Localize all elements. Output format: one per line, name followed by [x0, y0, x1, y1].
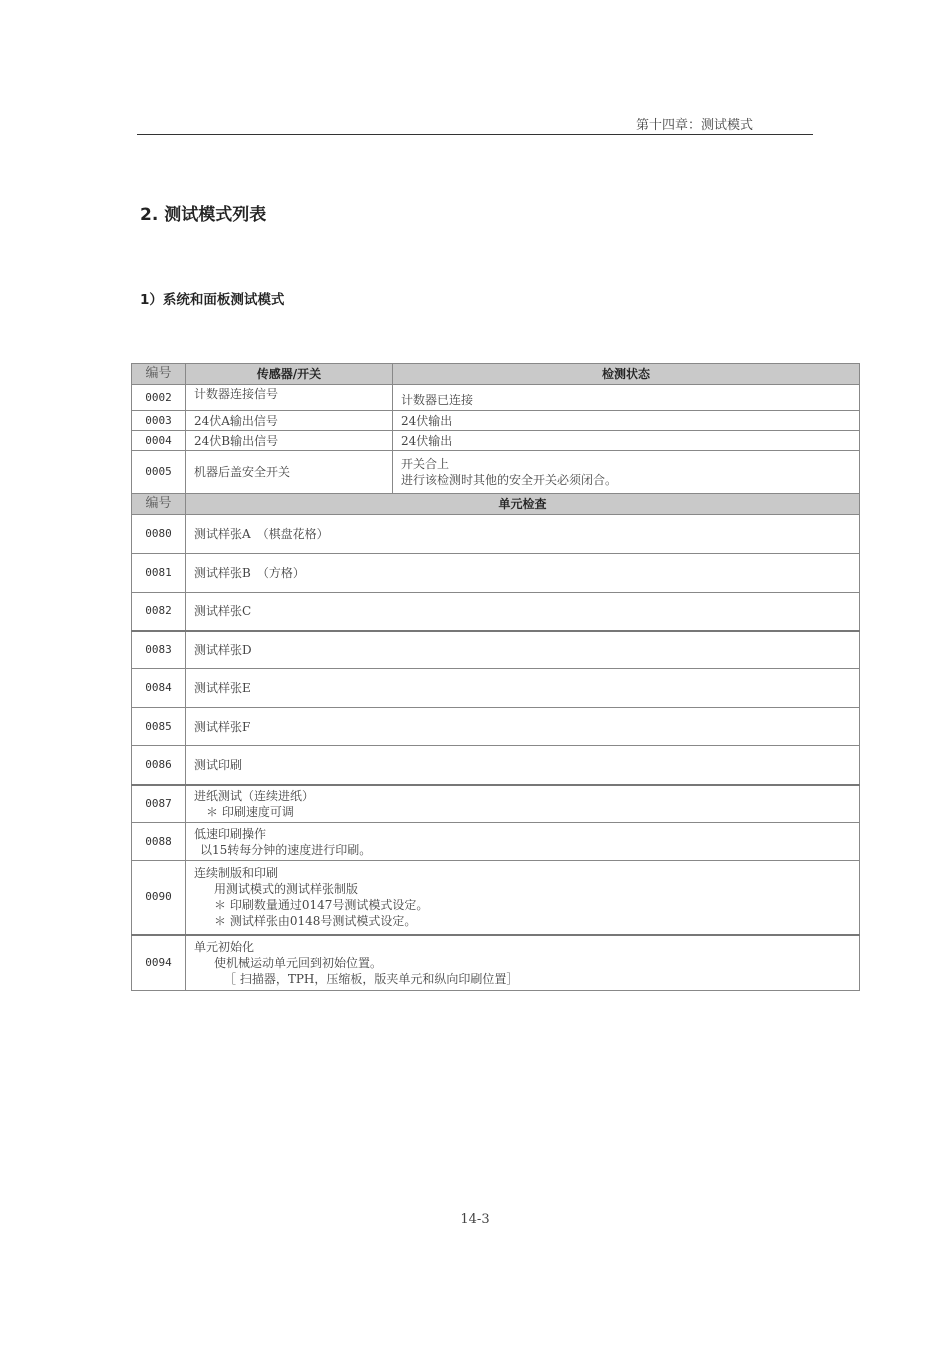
table-row	[132, 515, 860, 554]
row-number: 0083	[132, 631, 186, 669]
row-number: 0094	[132, 935, 186, 991]
desc-line: 低速印刷操作	[194, 826, 267, 841]
table-row	[132, 785, 860, 823]
row-number: 0082	[132, 593, 186, 631]
row-number: 0004	[132, 431, 186, 451]
row-description	[186, 861, 860, 935]
table-header-row	[132, 364, 860, 385]
row-description: 测试样张A （棋盘花格）	[186, 515, 860, 554]
page-header	[137, 112, 813, 135]
desc-line: 进纸测试（连续进纸）	[194, 788, 315, 803]
table-row	[132, 385, 860, 411]
desc-line: 用测试模式的测试样张制版	[214, 882, 359, 897]
section-title: 2. 测试模式列表	[140, 205, 267, 225]
table-row	[132, 823, 860, 861]
col-header-state: 检测状态	[393, 364, 860, 385]
desc-line: 使机械运动单元回到初始位置。	[214, 955, 383, 970]
row-state: 计数器已连接	[393, 385, 860, 411]
col-header-number: 编号	[132, 364, 186, 385]
table-row	[132, 631, 860, 669]
row-description	[186, 823, 860, 861]
row-state: 24伏输出	[393, 411, 860, 431]
row-number: 0002	[132, 385, 186, 411]
desc-line: ＊ 印刷数量通过0147号测试模式设定。	[214, 898, 429, 913]
table-row	[132, 451, 860, 494]
row-sensor: 24伏A输出信号	[186, 411, 393, 431]
row-number: 0080	[132, 515, 186, 554]
table-header-row	[132, 494, 860, 515]
state-line: 开关合上	[401, 457, 450, 471]
table-row	[132, 431, 860, 451]
table-row	[132, 935, 860, 991]
row-description: 测试印刷	[186, 746, 860, 785]
row-description: 测试样张B （方格）	[186, 554, 860, 593]
col-header-number: 编号	[132, 494, 186, 515]
page-number: 14-3	[460, 1212, 490, 1227]
state-line: 进行该检测时其他的安全开关必须闭合。	[401, 473, 618, 487]
row-number: 0088	[132, 823, 186, 861]
col-header-sensor: 传感器/开关	[186, 364, 393, 385]
desc-line: ＊ 测试样张由0148号测试模式设定。	[214, 914, 417, 929]
row-sensor: 计数器连接信号	[186, 385, 393, 411]
desc-line: ＊ 印刷速度可调	[206, 804, 294, 819]
row-description: 测试样张E	[186, 669, 860, 708]
row-sensor: 机器后盖安全开关	[186, 451, 393, 494]
row-number: 0003	[132, 411, 186, 431]
row-description	[186, 785, 860, 823]
row-number: 0086	[132, 746, 186, 785]
table-row	[132, 746, 860, 785]
row-description: 测试样张D	[186, 631, 860, 669]
test-mode-table	[131, 363, 860, 991]
desc-line: ［ 扫描器，TPH，压缩板，版夹单元和纵向印刷位置］	[224, 971, 519, 986]
row-description	[186, 935, 860, 991]
chapter-title: 第十四章：测试模式	[635, 118, 753, 133]
desc-line: 连续制版和印刷	[194, 866, 279, 881]
row-number: 0081	[132, 554, 186, 593]
row-description: 测试样张F	[186, 708, 860, 746]
table-row	[132, 861, 860, 935]
row-number: 0085	[132, 708, 186, 746]
row-sensor: 24伏B输出信号	[186, 431, 393, 451]
desc-line: 单元初始化	[194, 939, 255, 954]
subsection-title: 1）系统和面板测试模式	[140, 292, 285, 308]
row-number: 0084	[132, 669, 186, 708]
col-header-unit-check: 单元检查	[186, 494, 860, 515]
table-row	[132, 411, 860, 431]
row-state: 24伏输出	[393, 431, 860, 451]
row-number: 0090	[132, 861, 186, 935]
table-row	[132, 669, 860, 708]
row-number: 0087	[132, 785, 186, 823]
row-number: 0005	[132, 451, 186, 494]
desc-line: 以15转每分钟的速度进行印刷。	[200, 842, 372, 857]
table-row	[132, 593, 860, 631]
row-state	[393, 451, 860, 494]
table-row	[132, 708, 860, 746]
row-description: 测试样张C	[186, 593, 860, 631]
table-row	[132, 554, 860, 593]
